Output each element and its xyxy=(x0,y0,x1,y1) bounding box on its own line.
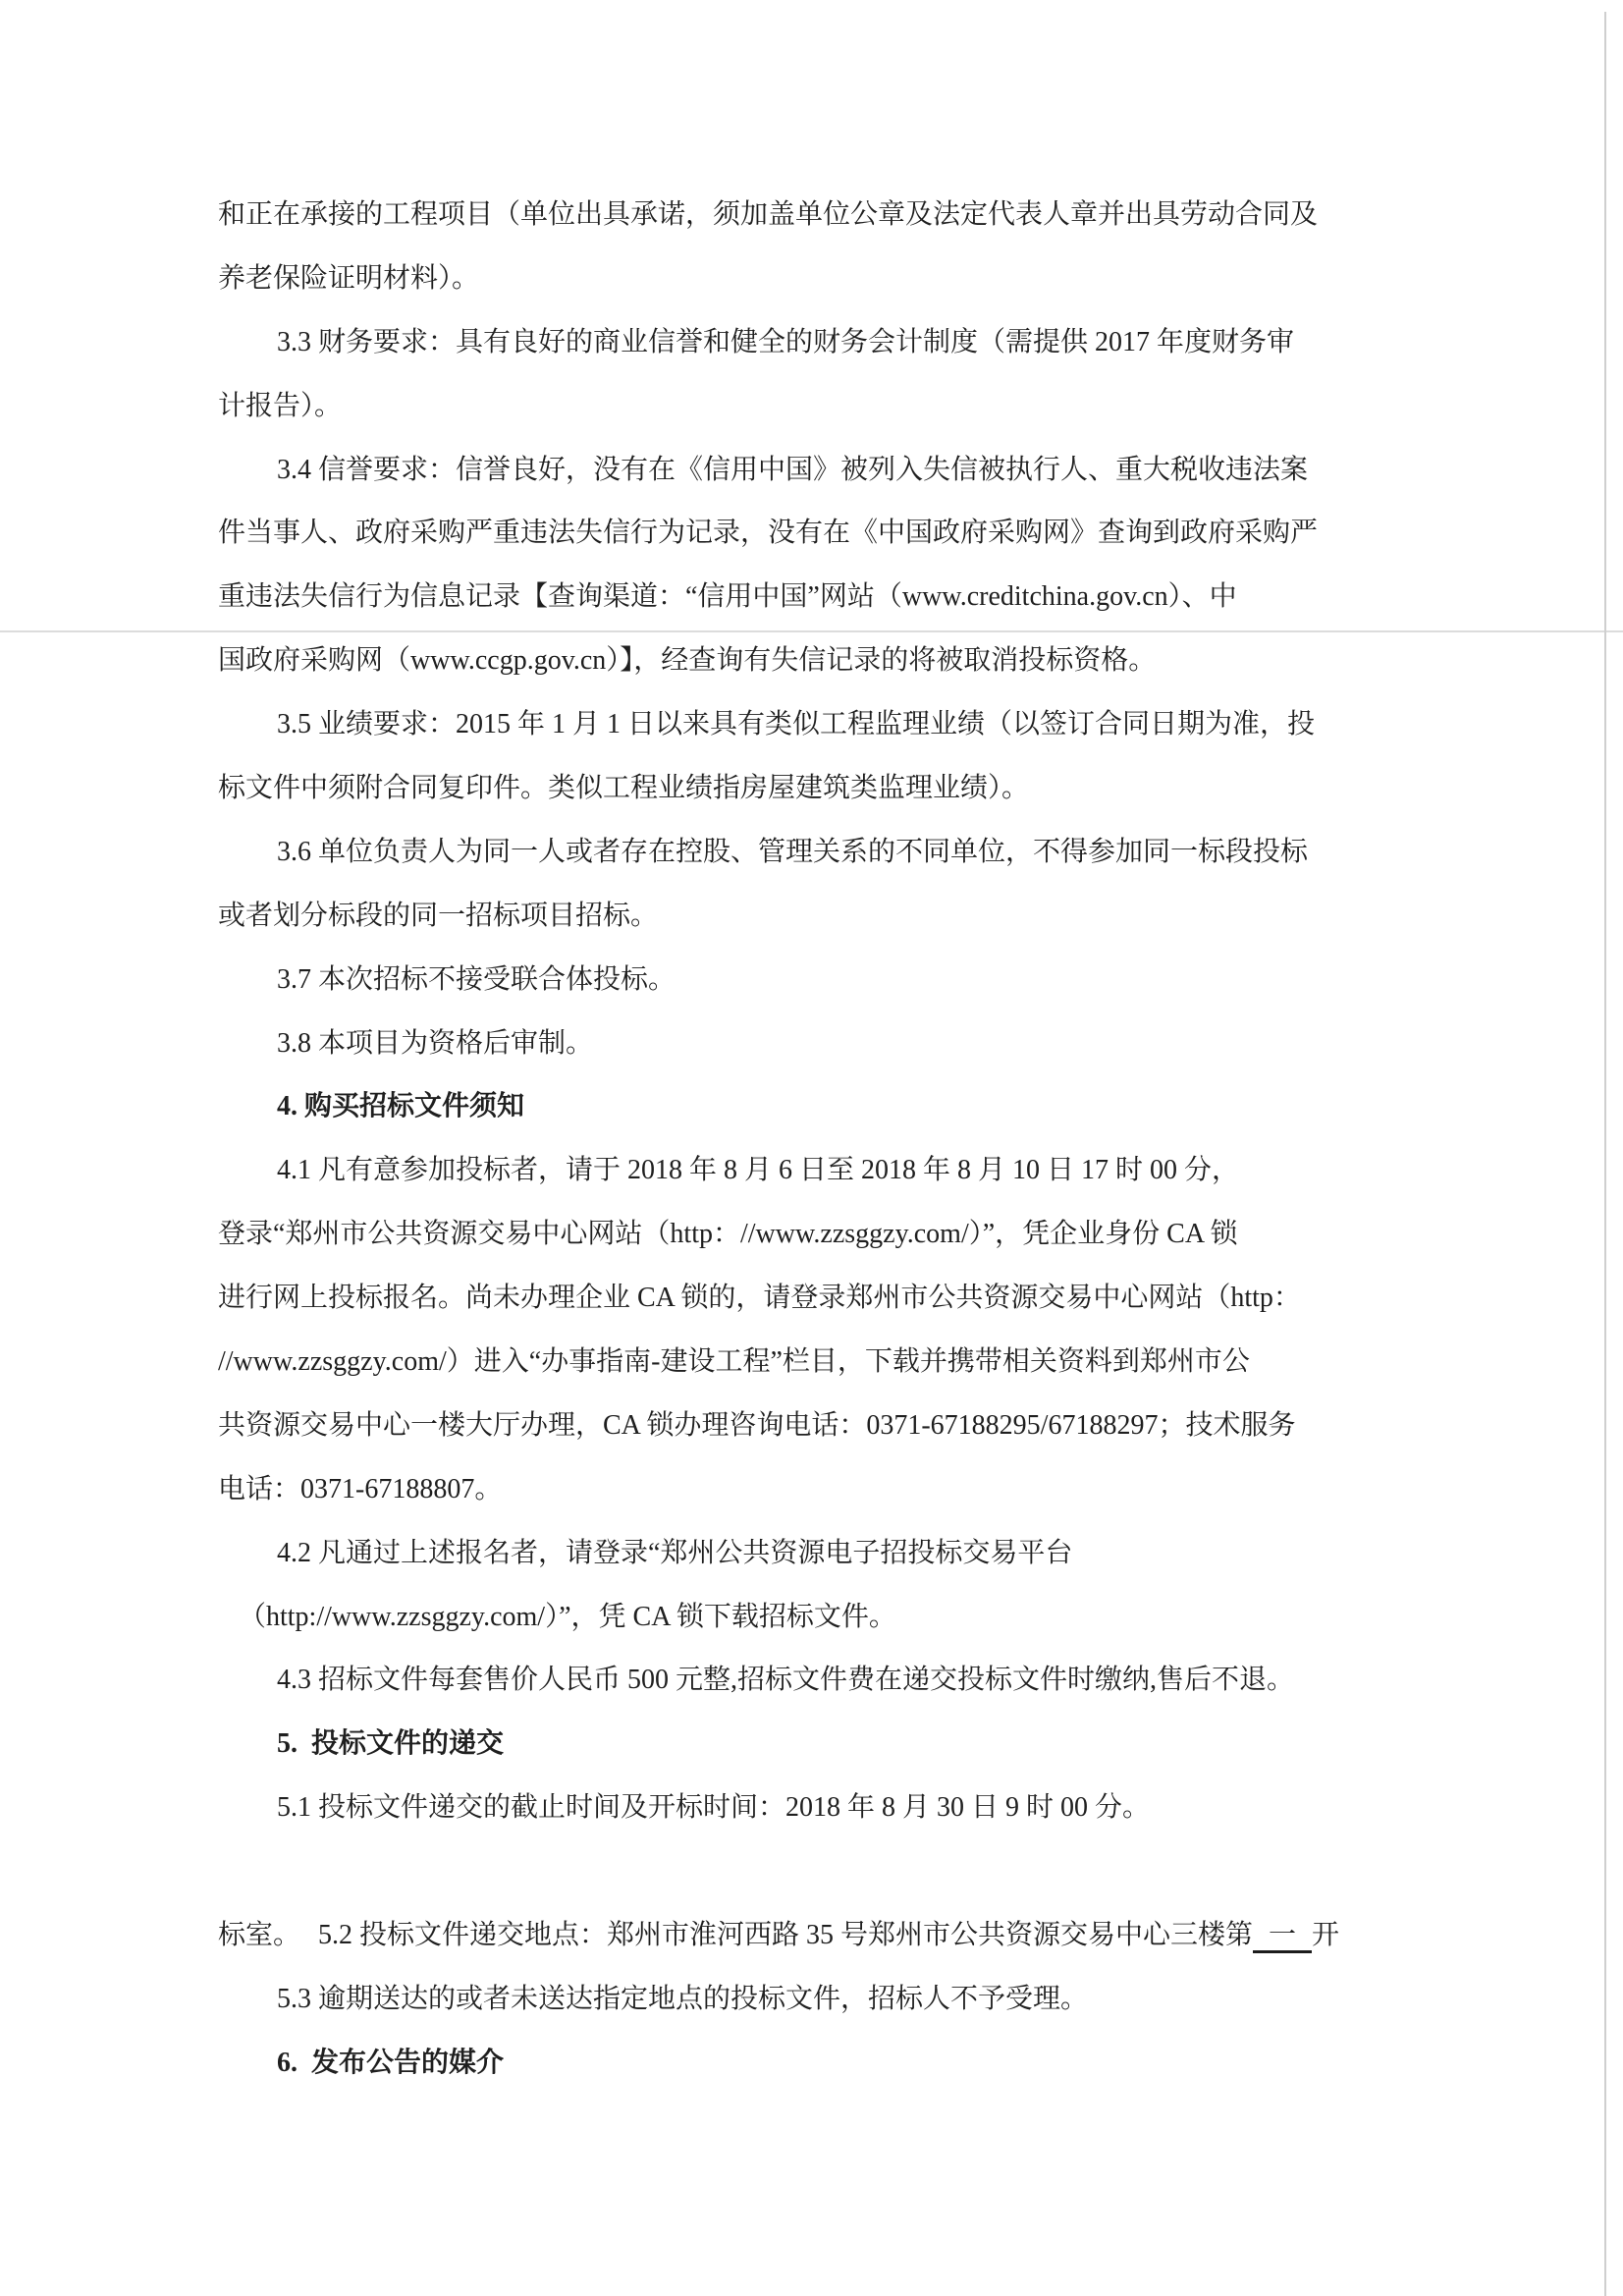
doc-line-11: 3.6 单位负责人为同一人或者存在控股、管理关系的不同单位，不得参加同一标段投标 xyxy=(277,836,1309,867)
doc-line-19: //www.zzsggzy.com/）进入“办事指南-建设工程”栏目，下载并携带相关资料到郑州市公 xyxy=(218,1346,1250,1378)
doc-line-22: 4.2 凡通过上述报名者，请登录“郑州公共资源电子招投标交易平台 xyxy=(277,1537,1073,1568)
doc-line-02: 养老保险证明材料）。 xyxy=(218,262,480,294)
doc-line-23-platform-url: （http://www.zzsggzy.com/）”，凭 CA 锁下载招标文件。 xyxy=(239,1601,896,1632)
doc-line-13-no-consortium: 3.7 本次招标不接受联合体投标。 xyxy=(277,963,676,995)
doc-line-14-post-qualification: 3.8 本项目为资格后审制。 xyxy=(277,1027,594,1059)
section-heading-6-announcement-media: 6. 发布公告的媒介 xyxy=(277,2047,505,2078)
doc-line-26-deadline: 5.1 投标文件递交的截止时间及开标时间：2018 年 8 月 30 日 9 时 00 分。 xyxy=(277,1792,1151,1824)
doc-line-29-late-delivery: 5.3 逾期送达的或者未送达指定地点的投标文件，招标人不予受理。 xyxy=(277,1983,1089,2014)
submission-place-suffix: 开 xyxy=(1312,1920,1340,1951)
doc-line-18: 进行网上投标报名。尚未办理企业 CA 锁的，请登录郑州市公共资源交易中心网站（http： xyxy=(218,1283,1301,1314)
doc-line-05-credit-requirement: 3.4 信誉要求：信誉良好，没有在《信用中国》被列入失信被执行人、重大税收违法案 xyxy=(277,454,1309,485)
document-text-block xyxy=(218,184,1367,2096)
doc-line-24-document-price: 4.3 招标文件每套售价人民币 500 元整,招标文件费在递交投标文件时缴纳,售后不退。 xyxy=(277,1665,1295,1696)
doc-line-16-registration-period: 4.1 凡有意参加投标者，请于 2018 年 8 月 6 日至 2018 年 8 月 10 日 17 时 00 分， xyxy=(277,1155,1240,1186)
submission-place-prefix: 5.2 投标文件递交地点：郑州市淮河西路 35 号郑州市公共资源交易中心三楼第 xyxy=(318,1920,1254,1951)
scan-artifact-horizontal-line xyxy=(0,630,1623,632)
section-heading-4-purchase-notice: 4. 购买招标文件须知 xyxy=(277,1091,525,1122)
section-heading-5-bid-submission: 5. 投标文件的递交 xyxy=(277,1728,505,1760)
doc-line-17: 登录“郑州市公共资源交易中心网站（http：//www.zzsggzy.com/）”，凭企业身份 CA 锁 xyxy=(218,1219,1238,1250)
doc-line-07: 重违法失信行为信息记录【查询渠道：“信用中国”网站（www.creditchina.gov.cn）、中 xyxy=(218,581,1237,613)
doc-line-06: 件当事人、政府采购严重违法失信行为记录，没有在《中国政府采购网》查询到政府采购严 xyxy=(218,518,1319,549)
doc-line-12: 或者划分标段的同一招标项目招标。 xyxy=(218,900,659,931)
doc-line-01: 和正在承接的工程项目（单位出具承诺，须加盖单位公章及法定代表人章并出具劳动合同及 xyxy=(218,199,1319,230)
doc-line-20-ca-hotline: 共资源交易中心一楼大厅办理，CA 锁办理咨询电话：0371-67188295/67188297；技术服务 xyxy=(218,1409,1296,1441)
scan-artifact-vertical-line xyxy=(1604,12,1606,2296)
doc-line-21-service-phone: 电话：0371-67188807。 xyxy=(218,1473,503,1504)
doc-line-28: 标室。 xyxy=(218,1920,301,1951)
doc-line-08: 国政府采购网（www.ccgp.gov.cn）】，经查询有失信记录的将被取消投标资格。 xyxy=(218,645,1157,677)
underlined-blank: 一 xyxy=(1253,1920,1312,1953)
doc-line-03-finance-requirement: 3.3 财务要求：具有良好的商业信誉和健全的财务会计制度（需提供 2017 年度财务审 xyxy=(277,326,1295,357)
doc-line-10: 标文件中须附合同复印件。类似工程业绩指房屋建筑类监理业绩）。 xyxy=(218,773,1030,804)
doc-line-09-performance-requirement: 3.5 业绩要求：2015 年 1 月 1 日以来具有类似工程监理业绩（以签订合同日期为准，投 xyxy=(277,709,1316,740)
doc-line-04: 计报告）。 xyxy=(218,390,343,421)
